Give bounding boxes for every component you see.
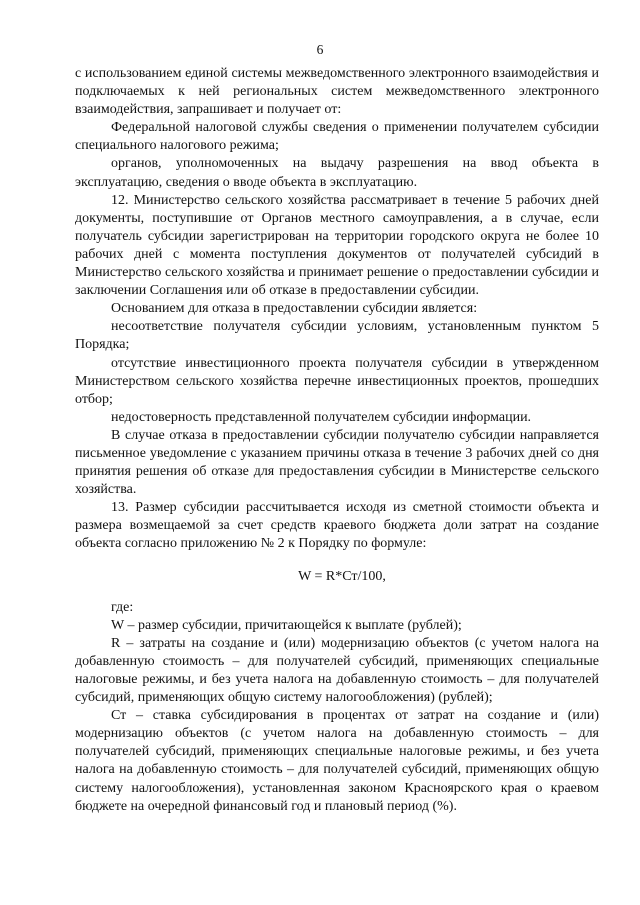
subsidy-formula: W = R*Ст/100,: [298, 568, 386, 584]
paragraph: 12. Министерство сельского хозяйства рассматривает в течение 5 рабочих дней документы, поступившие от Органов местного самоуправления, а в случае, если получатель субсидии зарегистрирован на территории городского округа не более 10 рабочих дней с момента поступления документов от получателей субсидий в Министерство сельского хозяйства и принимает решение о предоставлении субсидии и заключении Соглашения или об отказе в предоставлении субсидии.: [75, 192, 599, 299]
page-number: 6: [316, 42, 324, 57]
paragraph: органов, уполномоченных на выдачу разрешения на ввод объекта в эксплуатацию, сведения о вводе объекта в эксплуатацию.: [75, 156, 599, 190]
paragraph: несоответствие получателя субсидии условиям, установленным пунктом 5 Порядка;: [75, 319, 599, 353]
paragraph: где:: [111, 599, 134, 615]
paragraph: W – размер субсидии, причитающейся к выплате (рублей);: [111, 617, 462, 633]
paragraph: Основанием для отказа в предоставлении субсидии является:: [111, 301, 478, 317]
paragraph: R – затраты на создание и (или) модернизацию объектов (с учетом налога на добавленную стоимость – для получателей субсидий, применяющих специальные налоговые режимы, и без учета налога на добавленную стоимость – для получателей субсидий, применяющих общую систему налогообложения) (рублей);: [75, 635, 599, 706]
paragraph: отсутствие инвестиционного проекта получателя субсидии в утвержденном Министерством сельского хозяйства перечне инвестиционных проектов, прошедших отбор;: [75, 355, 599, 407]
paragraph: В случае отказа в предоставлении субсидии получателю субсидии направляется письменное уведомление с указанием причины отказа в течение 3 рабочих дней со дня принятия решения об отказе для предоставления субсидии в Министерстве сельского хозяйства.: [75, 427, 599, 498]
paragraph: Ст – ставка субсидирования в процентах от затрат на создание и (или) модернизацию объектов (с учетом налога на добавленную стоимость – для получателей субсидий, применяющих специальные налоговые режимы, и без учета налога на добавленную стоимость – для получателей субсидий, применяющих общую систему налогообложения), установленная законом Красноярского края о краевом бюджете на очередной финансовый год и плановый период (%).: [75, 708, 599, 814]
paragraph: недостоверность представленной получателем субсидии информации.: [111, 409, 532, 425]
paragraph: 13. Размер субсидии рассчитывается исходя из сметной стоимости объекта и размера возмещаемой за счет средств краевого бюджета доли затрат на создание объекта согласно приложению № 2 к Порядку по формуле:: [75, 500, 599, 552]
paragraph: с использованием единой системы межведомственного электронного взаимодействия и подключаемых к ней региональных систем межведомственного электронного взаимодействия, запрашивает и получает от:: [75, 66, 599, 118]
document-body: [75, 65, 599, 816]
paragraph: Федеральной налоговой службы сведения о применении получателем субсидии специального налогового режима;: [75, 120, 599, 154]
